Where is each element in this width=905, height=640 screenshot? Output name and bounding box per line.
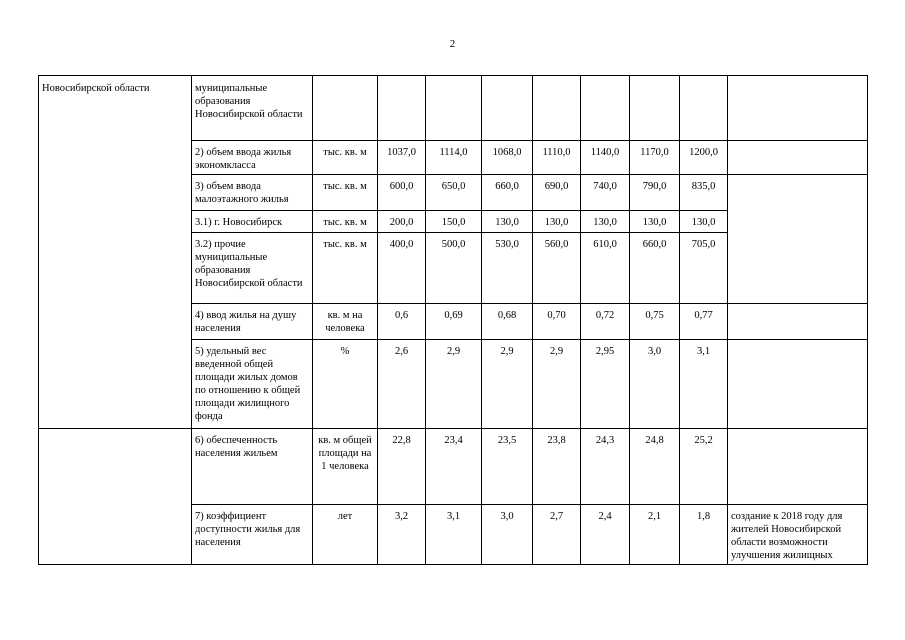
value-cell: 660,0 xyxy=(630,233,680,304)
value-cell: 2,1 xyxy=(630,505,680,565)
region-cell-empty xyxy=(39,429,192,565)
indicators-table xyxy=(38,75,868,565)
indicator-unit: тыс. кв. м xyxy=(313,211,378,233)
value-cell xyxy=(378,76,426,141)
value-cell: 400,0 xyxy=(378,233,426,304)
note-cell xyxy=(728,304,868,340)
value-cell: 130,0 xyxy=(680,211,728,233)
value-cell xyxy=(680,76,728,141)
value-cell: 560,0 xyxy=(533,233,581,304)
indicator-unit: лет xyxy=(313,505,378,565)
value-cell: 130,0 xyxy=(581,211,630,233)
value-cell xyxy=(630,76,680,141)
table-row xyxy=(39,76,868,141)
note-cell xyxy=(728,340,868,429)
value-cell: 130,0 xyxy=(630,211,680,233)
value-cell: 0,77 xyxy=(680,304,728,340)
value-cell xyxy=(482,76,533,141)
value-cell: 660,0 xyxy=(482,175,533,211)
value-cell: 0,72 xyxy=(581,304,630,340)
value-cell: 24,8 xyxy=(630,429,680,505)
value-cell: 2,7 xyxy=(533,505,581,565)
value-cell: 1037,0 xyxy=(378,141,426,175)
value-cell: 0,75 xyxy=(630,304,680,340)
page-number: 2 xyxy=(449,38,456,50)
value-cell: 25,2 xyxy=(680,429,728,505)
indicator-name: 4) ввод жилья на душу населения xyxy=(192,304,313,340)
value-cell xyxy=(581,76,630,141)
note-cell xyxy=(728,429,868,505)
value-cell: 24,3 xyxy=(581,429,630,505)
table-body xyxy=(39,76,868,565)
note-cell xyxy=(728,76,868,141)
value-cell: 600,0 xyxy=(378,175,426,211)
value-cell: 3,0 xyxy=(482,505,533,565)
value-cell xyxy=(533,76,581,141)
value-cell: 1,8 xyxy=(680,505,728,565)
value-cell: 22,8 xyxy=(378,429,426,505)
indicator-name: 3.1) г. Новосибирск xyxy=(192,211,313,233)
value-cell: 3,1 xyxy=(680,340,728,429)
value-cell: 500,0 xyxy=(426,233,482,304)
value-cell: 23,4 xyxy=(426,429,482,505)
note-cell xyxy=(728,141,868,175)
value-cell: 3,2 xyxy=(378,505,426,565)
value-cell: 1170,0 xyxy=(630,141,680,175)
value-cell: 1110,0 xyxy=(533,141,581,175)
indicator-unit: тыс. кв. м xyxy=(313,233,378,304)
table-row xyxy=(39,429,868,505)
value-cell: 740,0 xyxy=(581,175,630,211)
indicator-name: 2) объем ввода жилья экономкласса xyxy=(192,141,313,175)
value-cell: 130,0 xyxy=(533,211,581,233)
value-cell: 2,95 xyxy=(581,340,630,429)
indicator-unit xyxy=(313,76,378,141)
note-cell: создание к 2018 году для жителей Новосибирской области возможности улучшения жилищных xyxy=(728,505,868,565)
value-cell: 1140,0 xyxy=(581,141,630,175)
value-cell: 130,0 xyxy=(482,211,533,233)
value-cell xyxy=(426,76,482,141)
value-cell: 1200,0 xyxy=(680,141,728,175)
region-cell: Новосибирской области xyxy=(39,76,192,429)
value-cell: 1114,0 xyxy=(426,141,482,175)
value-cell: 0,68 xyxy=(482,304,533,340)
value-cell: 2,9 xyxy=(482,340,533,429)
value-cell: 790,0 xyxy=(630,175,680,211)
indicator-name: 7) коэффициент доступности жилья для населения xyxy=(192,505,313,565)
value-cell: 3,0 xyxy=(630,340,680,429)
value-cell: 0,6 xyxy=(378,304,426,340)
indicator-name: 3.2) прочие муниципальные образования Новосибирской области xyxy=(192,233,313,304)
value-cell: 690,0 xyxy=(533,175,581,211)
value-cell: 3,1 xyxy=(426,505,482,565)
value-cell: 650,0 xyxy=(426,175,482,211)
indicator-unit: тыс. кв. м xyxy=(313,175,378,211)
value-cell: 2,9 xyxy=(426,340,482,429)
value-cell: 835,0 xyxy=(680,175,728,211)
indicator-unit: кв. м общей площади на 1 человека xyxy=(313,429,378,505)
value-cell: 2,6 xyxy=(378,340,426,429)
value-cell: 150,0 xyxy=(426,211,482,233)
indicator-name: 5) удельный вес введенной общей площади жилых домов по отношению к общей площади жилищного фонда xyxy=(192,340,313,429)
value-cell: 705,0 xyxy=(680,233,728,304)
value-cell: 0,69 xyxy=(426,304,482,340)
indicator-unit: кв. м на человека xyxy=(313,304,378,340)
note-cell xyxy=(728,175,868,304)
value-cell: 0,70 xyxy=(533,304,581,340)
value-cell: 610,0 xyxy=(581,233,630,304)
value-cell: 1068,0 xyxy=(482,141,533,175)
value-cell: 23,8 xyxy=(533,429,581,505)
indicator-unit: тыс. кв. м xyxy=(313,141,378,175)
value-cell: 2,4 xyxy=(581,505,630,565)
value-cell: 200,0 xyxy=(378,211,426,233)
indicator-name: 6) обеспеченность населения жильем xyxy=(192,429,313,505)
value-cell: 530,0 xyxy=(482,233,533,304)
indicator-name: 3) объем ввода малоэтажного жилья xyxy=(192,175,313,211)
indicator-name: муниципальные образования Новосибирской области xyxy=(192,76,313,141)
value-cell: 2,9 xyxy=(533,340,581,429)
indicator-unit: % xyxy=(313,340,378,429)
value-cell: 23,5 xyxy=(482,429,533,505)
